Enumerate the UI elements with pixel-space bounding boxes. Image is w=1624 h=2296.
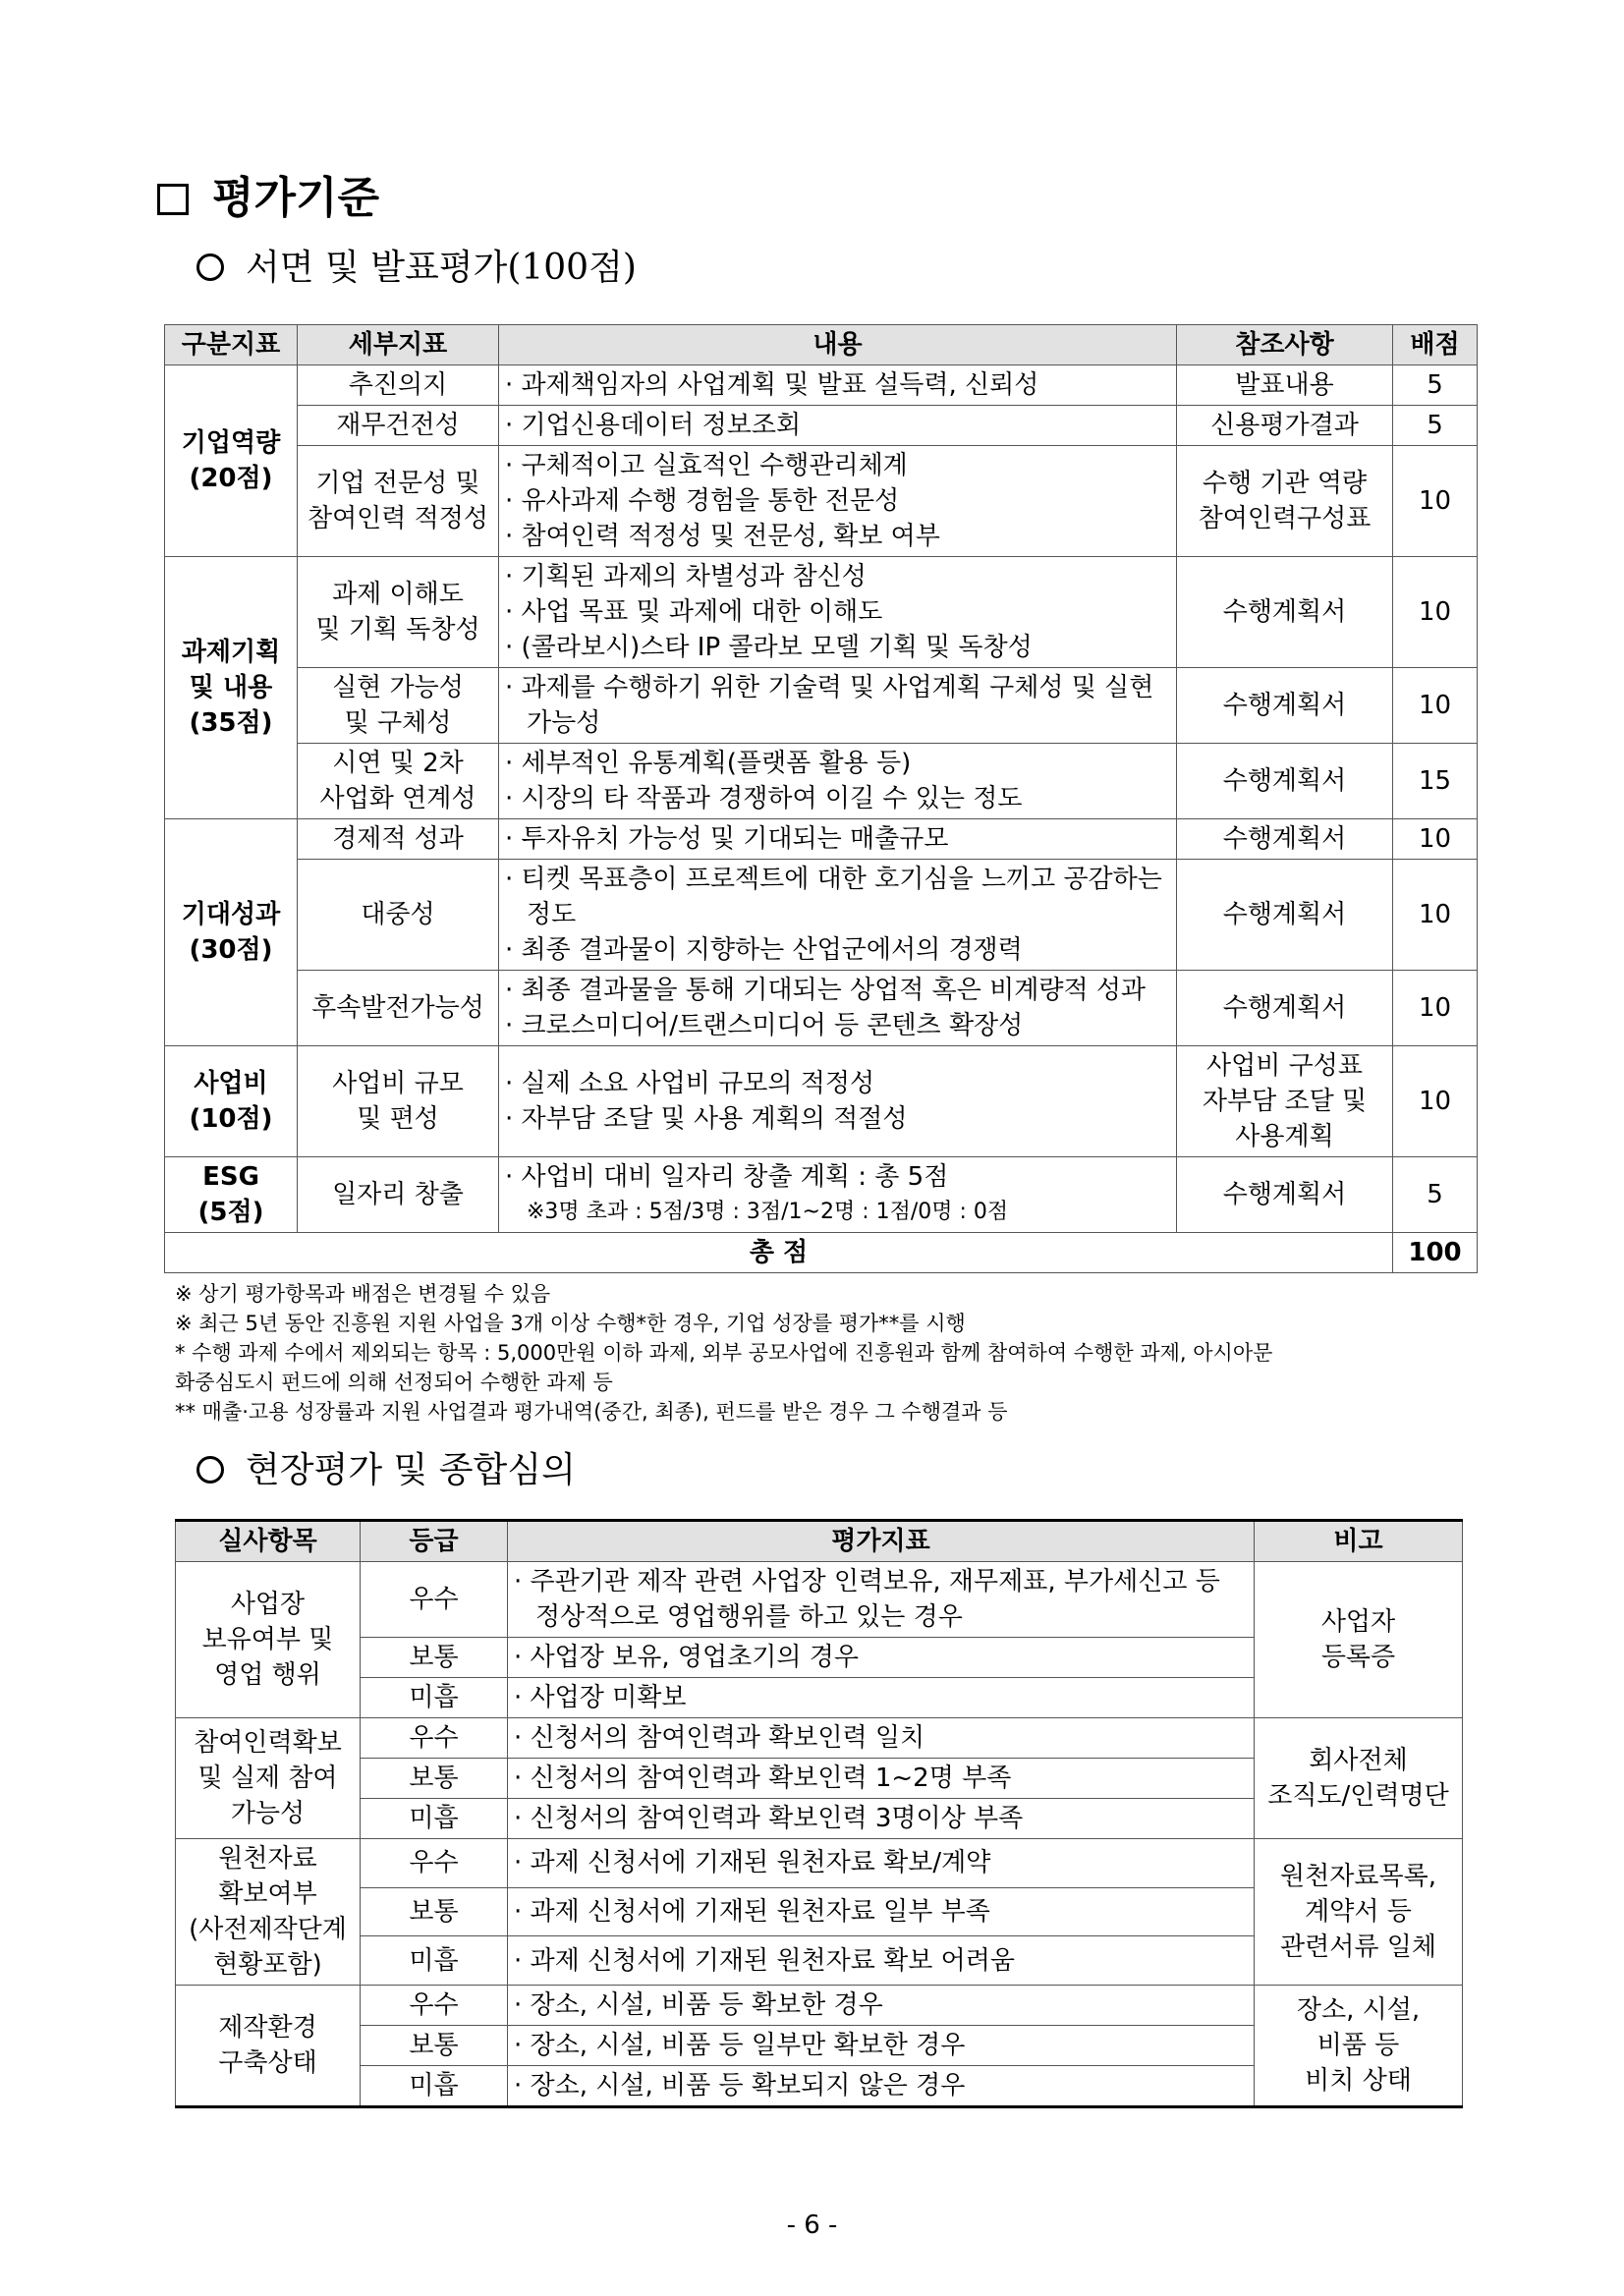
field-evaluation-table bbox=[175, 1519, 1463, 2108]
content-item: · 최종 결과물을 통해 기대되는 상업적 혹은 비계량적 성과 bbox=[505, 973, 1170, 1008]
column-header: 등급 bbox=[361, 1521, 508, 1562]
category-cell: 과제기획 및 내용 (35점) bbox=[165, 557, 298, 819]
checkbox-square-icon bbox=[157, 184, 189, 215]
column-header: 참조사항 bbox=[1177, 325, 1393, 365]
content-cell bbox=[499, 365, 1177, 406]
table-row bbox=[176, 1839, 1463, 1888]
indicator-cell: 후속발전가능성 bbox=[298, 971, 499, 1046]
section2-title bbox=[196, 1446, 576, 1495]
total-score: 100 bbox=[1393, 1233, 1478, 1273]
criteria-cell bbox=[508, 1799, 1255, 1839]
grade-cell: 보통 bbox=[361, 1887, 508, 1936]
criteria-item: · 사업장 보유, 영업초기의 경우 bbox=[514, 1640, 1248, 1675]
criteria-cell bbox=[508, 1638, 1255, 1678]
criteria-cell bbox=[508, 1839, 1255, 1888]
column-header: 비고 bbox=[1255, 1521, 1463, 1562]
table-row bbox=[165, 819, 1478, 860]
column-header: 실사항목 bbox=[176, 1521, 361, 1562]
category-cell: 기업역량 (20점) bbox=[165, 365, 298, 557]
evaluation-notes bbox=[175, 1279, 1482, 1427]
table-row bbox=[165, 668, 1478, 744]
reference-cell: 신용평가결과 bbox=[1177, 406, 1393, 446]
criteria-item: · 신청서의 참여인력과 확보인력 3명이상 부족 bbox=[514, 1801, 1248, 1836]
score-cell: 10 bbox=[1393, 557, 1478, 668]
category-cell: 기대성과 (30점) bbox=[165, 819, 298, 1046]
note-line: ※ 최근 5년 동안 진흥원 지원 사업을 3개 이상 수행*한 경우, 기업 성장를 평가**를 시행 bbox=[175, 1312, 966, 1335]
criteria-item: · 과제 신청서에 기재된 원천자료 일부 부족 bbox=[514, 1894, 1248, 1930]
table-row bbox=[165, 860, 1478, 971]
table-row bbox=[165, 365, 1478, 406]
score-cell: 10 bbox=[1393, 819, 1478, 860]
content-item: · 과제책임자의 사업계획 및 발표 설득력, 신뢰성 bbox=[505, 367, 1170, 403]
remark-cell: 원천자료목록, 계약서 등 관련서류 일체 bbox=[1255, 1839, 1463, 1986]
page-heading-text: 평가기준 bbox=[212, 173, 380, 223]
content-item: · 투자유치 가능성 및 기대되는 매출규모 bbox=[505, 821, 1170, 857]
table-row bbox=[176, 1718, 1463, 1759]
criteria-cell bbox=[508, 1936, 1255, 1986]
column-header: 배점 bbox=[1393, 325, 1478, 365]
content-item: · 세부적인 유통계획(플랫폼 활용 등) bbox=[505, 746, 1170, 781]
content-item: · 사업비 대비 일자리 창출 계획 : 총 5점 bbox=[505, 1159, 1170, 1195]
grade-cell: 미흡 bbox=[361, 2066, 508, 2107]
score-cell: 10 bbox=[1393, 1046, 1478, 1157]
indicator-cell: 재무건전성 bbox=[298, 406, 499, 446]
remark-cell: 장소, 시설, 비품 등 비치 상태 bbox=[1255, 1986, 1463, 2107]
content-subnote: ※3명 초과 : 5점/3명 : 3점/1~2명 : 1점/0명 : 0점 bbox=[527, 1200, 1009, 1224]
content-item: · 유사과제 수행 경험을 통한 전문성 bbox=[505, 483, 1170, 519]
page-number: - 6 - bbox=[786, 2211, 838, 2240]
indicator-cell: 일자리 창출 bbox=[298, 1157, 499, 1233]
indicator-cell: 실현 가능성 및 구체성 bbox=[298, 668, 499, 744]
content-cell bbox=[499, 557, 1177, 668]
criteria-item: · 신청서의 참여인력과 확보인력 1~2명 부족 bbox=[514, 1761, 1248, 1796]
content-item: · 최종 결과물이 지향하는 산업군에서의 경쟁력 bbox=[505, 932, 1170, 968]
score-cell: 5 bbox=[1393, 365, 1478, 406]
note-line: * 수행 과제 수에서 제외되는 항목 : 5,000만원 이하 과제, 외부 공모사업에 진흥원과 함께 참여하여 수행한 과제, 아시아문 bbox=[175, 1341, 1273, 1365]
indicator-cell: 과제 이해도 및 기획 독창성 bbox=[298, 557, 499, 668]
reference-cell: 수행계획서 bbox=[1177, 860, 1393, 971]
table-row bbox=[165, 406, 1478, 446]
content-cell bbox=[499, 744, 1177, 819]
criteria-cell bbox=[508, 2026, 1255, 2066]
indicator-cell: 시연 및 2차 사업화 연계성 bbox=[298, 744, 499, 819]
content-item: · 시장의 타 작품과 경쟁하여 이길 수 있는 정도 bbox=[505, 781, 1170, 816]
criteria-item: · 장소, 시설, 비품 등 일부만 확보한 경우 bbox=[514, 2028, 1248, 2063]
column-header: 평가지표 bbox=[508, 1521, 1255, 1562]
criteria-cell bbox=[508, 1718, 1255, 1759]
content-item: · 참여인력 적정성 및 전문성, 확보 여부 bbox=[505, 519, 1170, 554]
criteria-cell bbox=[508, 1759, 1255, 1799]
grade-cell: 보통 bbox=[361, 2026, 508, 2066]
criteria-cell bbox=[508, 1678, 1255, 1718]
content-item: · (콜라보시)스타 IP 콜라보 모델 기획 및 독창성 bbox=[505, 630, 1170, 665]
grade-cell: 우수 bbox=[361, 1718, 508, 1759]
criteria-cell bbox=[508, 2066, 1255, 2107]
table-row bbox=[176, 1562, 1463, 1638]
reference-cell: 수행계획서 bbox=[1177, 1157, 1393, 1233]
grade-cell: 우수 bbox=[361, 1562, 508, 1638]
remark-cell: 사업자 등록증 bbox=[1255, 1562, 1463, 1718]
score-cell: 5 bbox=[1393, 406, 1478, 446]
grade-cell: 미흡 bbox=[361, 1678, 508, 1718]
evaluation-table bbox=[164, 324, 1478, 1273]
content-item: · 구체적이고 실효적인 수행관리체계 bbox=[505, 448, 1170, 483]
reference-cell: 수행계획서 bbox=[1177, 557, 1393, 668]
criteria-item: · 과제 신청서에 기재된 원천자료 확보 어려움 bbox=[514, 1943, 1248, 1979]
content-item: · 자부담 조달 및 사용 계획의 적절성 bbox=[505, 1101, 1170, 1137]
field-evaluation-header bbox=[176, 1521, 1463, 1562]
table-row bbox=[165, 744, 1478, 819]
inspection-item-cell: 참여인력확보 및 실제 참여 가능성 bbox=[176, 1718, 361, 1839]
score-cell: 10 bbox=[1393, 668, 1478, 744]
table-row bbox=[176, 1986, 1463, 2026]
score-cell: 10 bbox=[1393, 860, 1478, 971]
content-cell bbox=[499, 860, 1177, 971]
reference-cell: 수행 기관 역량 참여인력구성표 bbox=[1177, 446, 1393, 557]
criteria-item: · 장소, 시설, 비품 등 확보되지 않은 경우 bbox=[514, 2068, 1248, 2103]
criteria-item: · 장소, 시설, 비품 등 확보한 경우 bbox=[514, 1988, 1248, 2023]
content-cell bbox=[499, 446, 1177, 557]
indicator-cell: 경제적 성과 bbox=[298, 819, 499, 860]
page-heading bbox=[157, 169, 379, 228]
content-item: · 기업신용데이터 정보조회 bbox=[505, 408, 1170, 443]
reference-cell: 수행계획서 bbox=[1177, 668, 1393, 744]
reference-cell: 수행계획서 bbox=[1177, 819, 1393, 860]
content-cell bbox=[499, 819, 1177, 860]
content-item: · 과제를 수행하기 위한 기술력 및 사업계획 구체성 및 실현 가능성 bbox=[505, 670, 1170, 741]
content-item: · 실제 소요 사업비 규모의 적정성 bbox=[505, 1066, 1170, 1101]
criteria-cell bbox=[508, 1562, 1255, 1638]
criteria-cell bbox=[508, 1986, 1255, 2026]
reference-cell: 발표내용 bbox=[1177, 365, 1393, 406]
score-cell: 5 bbox=[1393, 1157, 1478, 1233]
circle-bullet-icon bbox=[196, 253, 224, 281]
circle-bullet-icon bbox=[196, 1456, 224, 1484]
category-cell: 사업비 (10점) bbox=[165, 1046, 298, 1157]
indicator-cell: 추진의지 bbox=[298, 365, 499, 406]
indicator-cell: 사업비 규모 및 편성 bbox=[298, 1046, 499, 1157]
content-cell bbox=[499, 406, 1177, 446]
table-row bbox=[165, 1157, 1478, 1233]
grade-cell: 보통 bbox=[361, 1638, 508, 1678]
content-item: · 티켓 목표층이 프로젝트에 대한 호기심을 느끼고 공감하는 정도 bbox=[505, 862, 1170, 932]
reference-cell: 사업비 구성표 자부담 조달 및 사용계획 bbox=[1177, 1046, 1393, 1157]
score-cell: 15 bbox=[1393, 744, 1478, 819]
reference-cell: 수행계획서 bbox=[1177, 971, 1393, 1046]
indicator-cell: 대중성 bbox=[298, 860, 499, 971]
grade-cell: 미흡 bbox=[361, 1799, 508, 1839]
score-cell: 10 bbox=[1393, 446, 1478, 557]
criteria-item: · 신청서의 참여인력과 확보인력 일치 bbox=[514, 1720, 1248, 1756]
content-cell bbox=[499, 1046, 1177, 1157]
indicator-cell: 기업 전문성 및 참여인력 적정성 bbox=[298, 446, 499, 557]
evaluation-table-header bbox=[165, 325, 1478, 365]
section2-title-text: 현장평가 및 종합심의 bbox=[246, 1450, 576, 1490]
note-line: ** 매출·고용 성장률과 지원 사업결과 평가내역(중간, 최종), 펀드를 받은 경우 그 수행결과 등 bbox=[175, 1400, 1008, 1424]
grade-cell: 보통 bbox=[361, 1759, 508, 1799]
table-row bbox=[165, 1046, 1478, 1157]
section1-title-text: 서면 및 발표평가(100점) bbox=[246, 248, 637, 288]
reference-cell: 수행계획서 bbox=[1177, 744, 1393, 819]
column-header: 내용 bbox=[499, 325, 1177, 365]
table-row bbox=[165, 446, 1478, 557]
grade-cell: 우수 bbox=[361, 1986, 508, 2026]
column-header: 구분지표 bbox=[165, 325, 298, 365]
criteria-item: · 과제 신청서에 기재된 원천자료 확보/계약 bbox=[514, 1845, 1248, 1880]
total-label: 총 점 bbox=[165, 1233, 1393, 1273]
content-item: · 크로스미디어/트랜스미디어 등 콘텐츠 확장성 bbox=[505, 1008, 1170, 1043]
criteria-cell bbox=[508, 1887, 1255, 1936]
inspection-item-cell: 원천자료 확보여부 (사전제작단계 현황포함) bbox=[176, 1839, 361, 1986]
total-row bbox=[165, 1233, 1478, 1273]
grade-cell: 미흡 bbox=[361, 1936, 508, 1986]
content-cell bbox=[499, 971, 1177, 1046]
category-cell: ESG (5점) bbox=[165, 1157, 298, 1233]
content-item: · 사업 목표 및 과제에 대한 이해도 bbox=[505, 594, 1170, 630]
table-row bbox=[165, 557, 1478, 668]
note-line: 화중심도시 펀드에 의해 선정되어 수행한 과제 등 bbox=[175, 1371, 613, 1394]
criteria-item: · 주관기관 제작 관련 사업장 인력보유, 재무제표, 부가세신고 등 정상적으로 영업행위를 하고 있는 경우 bbox=[514, 1564, 1248, 1635]
score-cell: 10 bbox=[1393, 971, 1478, 1046]
inspection-item-cell: 사업장 보유여부 및 영업 행위 bbox=[176, 1562, 361, 1718]
inspection-item-cell: 제작환경 구축상태 bbox=[176, 1986, 361, 2107]
content-cell bbox=[499, 668, 1177, 744]
column-header: 세부지표 bbox=[298, 325, 499, 365]
content-item: · 기획된 과제의 차별성과 참신성 bbox=[505, 559, 1170, 594]
grade-cell: 우수 bbox=[361, 1839, 508, 1888]
criteria-item: · 사업장 미확보 bbox=[514, 1680, 1248, 1715]
remark-cell: 회사전체 조직도/인력명단 bbox=[1255, 1718, 1463, 1839]
section1-title bbox=[196, 244, 637, 293]
note-line: ※ 상기 평가항목과 배점은 변경될 수 있음 bbox=[175, 1282, 551, 1306]
table-row bbox=[165, 971, 1478, 1046]
content-cell bbox=[499, 1157, 1177, 1233]
